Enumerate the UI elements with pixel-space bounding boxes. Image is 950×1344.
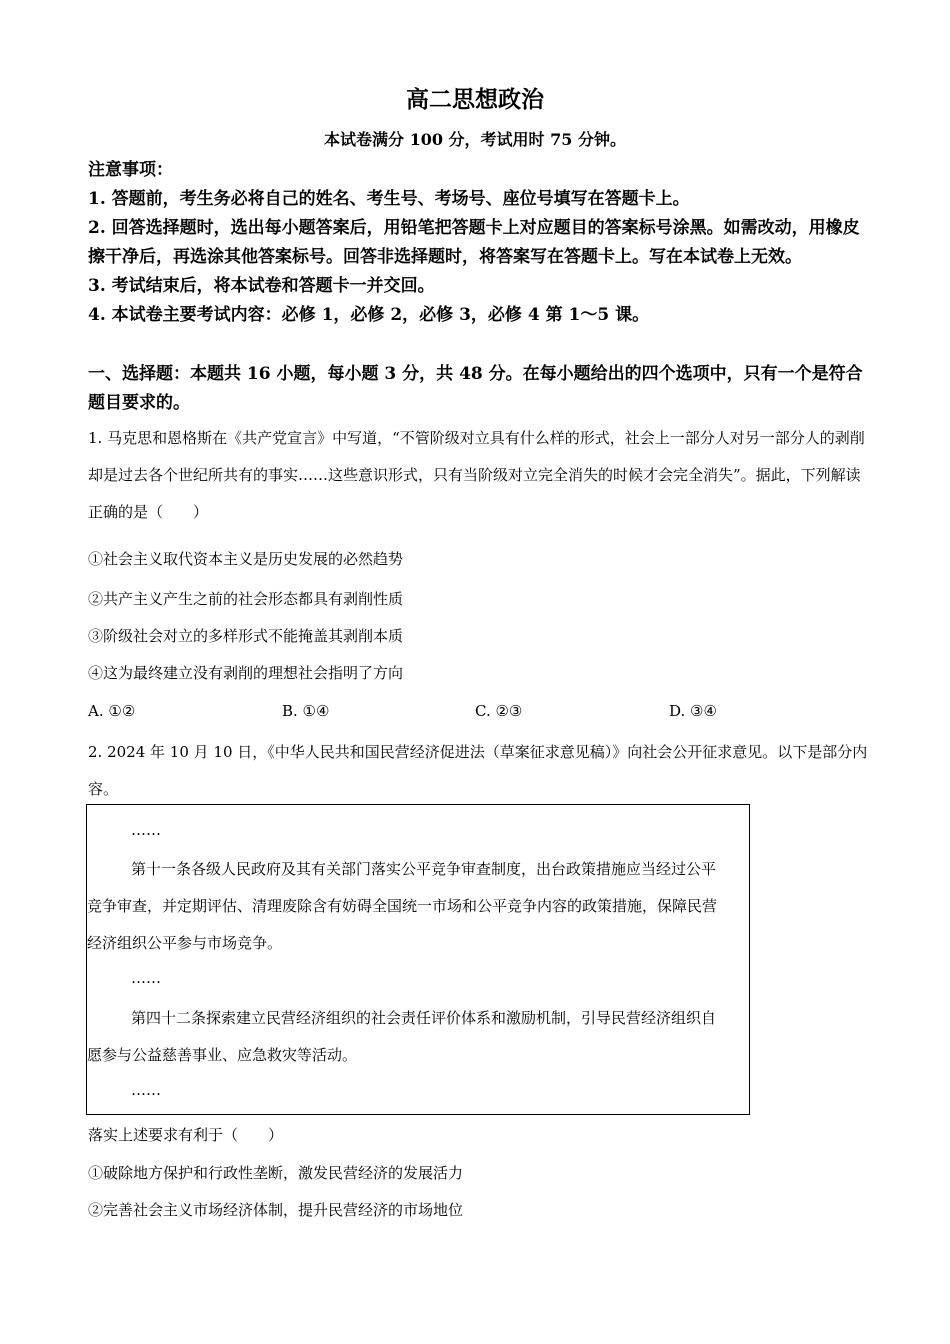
question-text: 2. 2024 年 10 月 10 日，《中华人民共和国民营经济促进法（草案征求意见稿）》向社会公开征求意见。以下是部分内容。: [88, 743, 868, 798]
question-1-choices: [88, 700, 868, 722]
question-2-prompt: 落实上述要求有利于（ ）: [88, 1126, 284, 1144]
section-heading-text: 一、选择题：本题共 16 小题，每小题 3 分，共 48 分。在每小题给出的四个选项中，只有一个是符合题目要求的。: [88, 364, 863, 413]
choice-c[interactable]: C. ②③: [475, 702, 523, 720]
statement-item: ①社会主义取代资本主义是历史发展的必然趋势: [88, 550, 404, 568]
note-item: 4. 本试卷主要考试内容：必修 1，必修 2，必修 3，必修 4 第 1～5 课。: [88, 305, 650, 325]
choice-d[interactable]: D. ③④: [669, 702, 717, 720]
choice-a[interactable]: A. ①②: [88, 702, 136, 720]
question-text: 1. 马克思和恩格斯在《共产党宣言》中写道，“不管阶级对立具有什么样的形式，社会上一部分人对另一部分人的剥削却是过去各个世纪所共有的事实……这些意识形式，只有当阶级对立完全消失的时候才会完全消失”。据此，下列解读正确的是（ ）: [88, 429, 865, 521]
article-11: 第十一条各级人民政府及其有关部门落实公平竞争审查制度，出台政策措施应当经过公平竞争审查，并定期评估、清理废除含有妨碍全国统一市场和公平竞争内容的政策措施，保障民营经济组织公平参与市场竞争。: [87, 860, 718, 952]
article-42: 第四十二条探索建立民营经济组织的社会责任评价体系和激励机制，引导民营经济组织自愿参与公益慈善事业、应急救灾等活动。: [87, 1009, 717, 1064]
statement-item: ①破除地方保护和行政性垄断，激发民营经济的发展活力: [88, 1164, 464, 1182]
statement-item: ③阶级社会对立的多样形式不能掩盖其剥削本质: [88, 627, 404, 645]
statement-item: ②共产主义产生之前的社会形态都具有剥削性质: [88, 590, 404, 608]
ellipsis: ……: [131, 1081, 161, 1099]
law-excerpt-box: [86, 804, 750, 1115]
statement-item: ④这为最终建立没有剥削的理想社会指明了方向: [88, 664, 404, 682]
choice-b[interactable]: B. ①④: [282, 702, 330, 720]
notes-heading: 注意事项：: [88, 160, 173, 180]
note-item: 3. 考试结束后，将本试卷和答题卡一并交回。: [88, 276, 435, 296]
notes-section: [88, 156, 868, 330]
section-heading: [88, 360, 868, 418]
question-2-stem: [88, 734, 868, 808]
note-item: 1. 答题前，考生务必将自己的姓名、考生号、考场号、座位号填写在答题卡上。: [88, 189, 690, 209]
question-1-stem: [88, 420, 868, 531]
ellipsis: ……: [131, 969, 161, 987]
ellipsis: ……: [131, 821, 161, 839]
note-item: 2. 回答选择题时，选出每小题答案后，用铅笔把答题卡上对应题目的答案标号涂黑。如需改动，用橡皮擦干净后，再选涂其他答案标号。回答非选择题时，将答案写在答题卡上。写在本试卷上无效。: [88, 218, 860, 267]
exam-info: 本试卷满分 100 分，考试用时 75 分钟。: [324, 130, 626, 149]
page-title: 高二思想政治: [406, 86, 544, 113]
statement-item: ②完善社会主义市场经济体制，提升民营经济的市场地位: [88, 1201, 464, 1219]
